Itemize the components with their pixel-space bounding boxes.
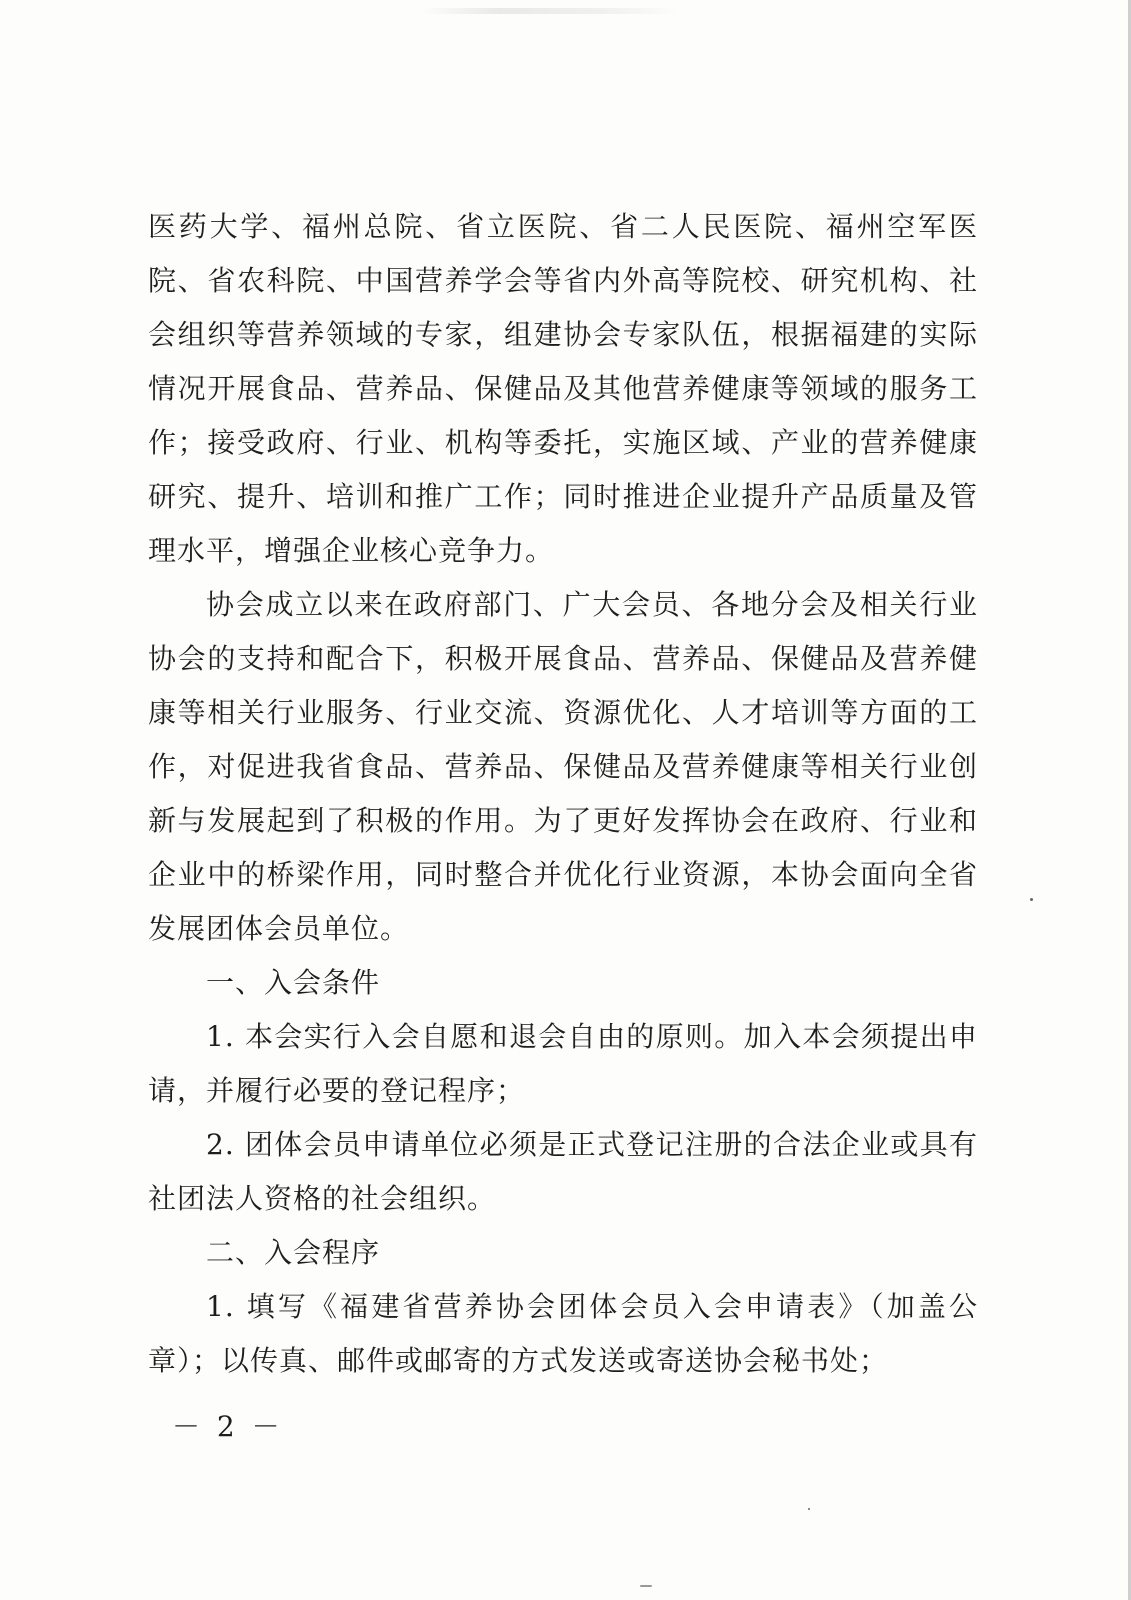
section-heading-membership-conditions: 一、入会条件 <box>206 966 381 999</box>
scan-artifact <box>420 8 680 14</box>
paragraph-association-overview: 协会成立以来在政府部门、广大会员、各地分会及相关行业协会的支持和配合下，积极开展食品、营养品、保健品及营养健康等相关行业服务、行业交流、资源优化、人才培训等方面的工作，对促进我省食品、营养品、保健品及营养健康等相关行业创新与发展起到了积极的作用。为了更好发挥协会在政府、行业和企业中的桥梁作用，同时整合并优化行业资源，本协会面向全省发展团体会员单位。 <box>148 588 978 945</box>
procedure-item-1: 1. 填写《福建省营养协会团体会员入会申请表》（加盖公章）；以传真、邮件或邮寄的方式发送或寄送协会秘书处； <box>148 1290 978 1377</box>
scan-speck <box>1030 898 1033 901</box>
paragraph-expert-team: 医药大学、福州总院、省立医院、省二人民医院、福州空军医院、省农科院、中国营养学会等省内外高等院校、研究机构、社会组织等营养领域的专家，组建协会专家队伍，根据福建的实际情况开展食品、营养品、保健品及其他营养健康等领域的服务工作；接受政府、行业、机构等委托，实施区域、产业的营养健康研究、提升、培训和推广工作；同时推进企业提升产品质量及管理水平，增强企业核心竞争力。 <box>148 210 978 567</box>
section-heading-membership-procedure: 二、入会程序 <box>206 1236 381 1269</box>
scan-speck <box>640 1585 652 1587</box>
document-body <box>148 200 978 1388</box>
page-number: － 2 － <box>172 1410 284 1443</box>
condition-item-2: 2. 团体会员申请单位必须是正式登记注册的合法企业或具有社团法人资格的社会组织。 <box>148 1128 978 1215</box>
scan-speck <box>808 1508 810 1510</box>
condition-item-1: 1. 本会实行入会自愿和退会自由的原则。加入本会须提出申请，并履行必要的登记程序； <box>148 1020 978 1107</box>
